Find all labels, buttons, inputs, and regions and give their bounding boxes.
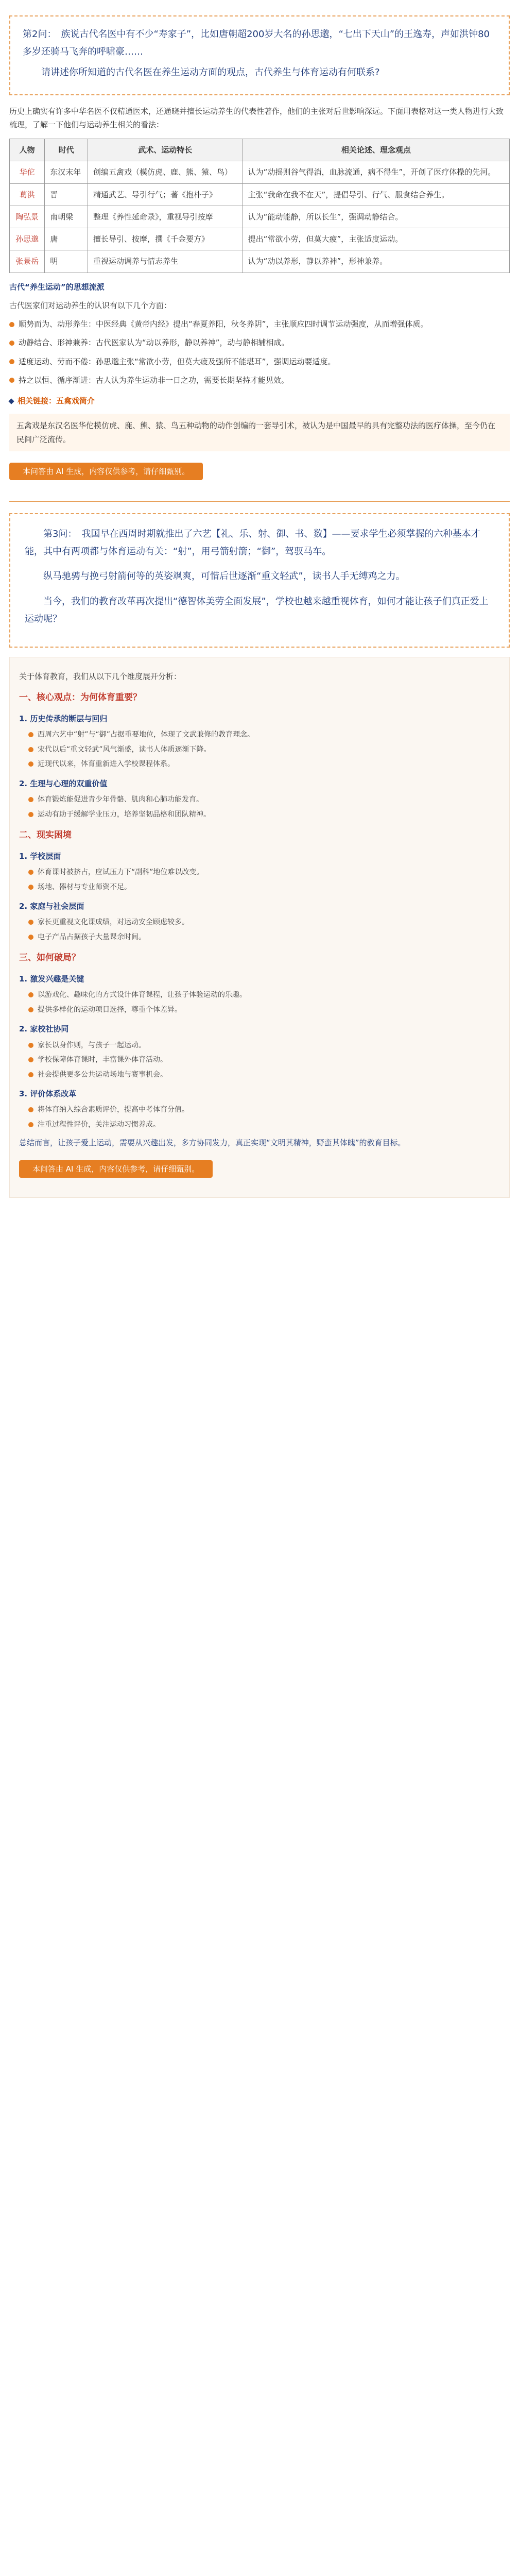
bullet-dot-icon <box>9 378 14 383</box>
table-cell: 孙思邈 <box>10 228 45 250</box>
outline-item <box>28 758 500 771</box>
paragraph-text: 动静结合、形神兼养：古代医家认为“动以养形，静以养神”，动与静相辅相成。 <box>19 338 289 348</box>
paragraph <box>9 336 510 349</box>
outline-item-text: 注重过程性评价，关注运动习惯养成。 <box>38 1120 160 1129</box>
bullet-dot-icon <box>28 935 33 940</box>
table-cell: 认为“动以养形，静以养神”，形神兼养。 <box>243 250 509 273</box>
table-cell: 认为“能动能静，所以长生”，强调动静结合。 <box>243 206 509 228</box>
bullet-dot-icon <box>28 747 33 752</box>
highlight-heading <box>9 394 510 408</box>
outline-h2: 1. 历史传承的断层与回归 <box>19 714 108 723</box>
outline-h2: 2. 家庭与社会层面 <box>19 902 84 911</box>
outline-item-text: 运动有助于缓解学业压力，培养坚韧品格和团队精神。 <box>38 810 211 819</box>
bullet-dot-icon <box>28 885 33 890</box>
table-row <box>10 183 510 206</box>
table-row <box>10 250 510 273</box>
outline-item-text: 以游戏化、趣味化的方式设计体育课程，让孩子体验运动的乐趣。 <box>38 991 247 999</box>
outline-h2: 2. 家校社协同 <box>19 1024 69 1034</box>
outline-item-text: 提供多样化的运动项目选择，尊重个体差异。 <box>38 1005 182 1014</box>
paragraph <box>9 374 510 387</box>
outline-item <box>28 808 500 821</box>
outline-h2: 3. 评价体系改革 <box>19 1089 77 1098</box>
outline-item <box>28 881 500 894</box>
outline-h2: 2. 生理与心理的双重价值 <box>19 778 108 788</box>
bullet-dot-icon <box>28 870 33 875</box>
table-cell: 南朝梁 <box>45 206 88 228</box>
bullet-dot-icon <box>9 359 14 364</box>
bullet-dot-icon <box>28 920 33 925</box>
table-cell: 提出“常欲小劳，但莫大疲”，主张适度运动。 <box>243 228 509 250</box>
outline-item <box>28 1039 500 1052</box>
question-box-2 <box>9 513 510 648</box>
outline-item-text: 学校保障体育课时，丰富课外体育活动。 <box>38 1056 167 1064</box>
table-cell: 东汉末年 <box>45 161 88 183</box>
table-cell: 精通武艺、导引行气；著《抱朴子》 <box>88 183 243 206</box>
outline-item-text: 体育课时被挤占，应试压力下“副科”地位难以改变。 <box>38 868 204 876</box>
bullet-dot-icon <box>28 812 33 817</box>
paragraph-text: 持之以恒、循序渐进：古人认为养生运动非一日之功，需要长期坚持才能见效。 <box>19 375 289 385</box>
table-cell: 创编五禽戏（模仿虎、鹿、熊、猿、鸟） <box>88 161 243 183</box>
table-cell: 认为“动摇则谷气得消，血脉流通，病不得生”，开创了医疗体操的先河。 <box>243 161 509 183</box>
outline-h1: 二、现实困境 <box>19 830 72 840</box>
bullet-dot-icon <box>28 761 33 767</box>
paragraph: 古代医家们对运动养生的认识有以下几个方面： <box>9 300 172 310</box>
table-cell: 晋 <box>45 183 88 206</box>
table-cell: 葛洪 <box>10 183 45 206</box>
outline-item <box>28 989 500 1002</box>
outline-item <box>28 1118 500 1131</box>
bullet-dot-icon <box>28 992 33 997</box>
question-box-1 <box>9 15 510 95</box>
paragraph <box>9 355 510 368</box>
diamond-icon <box>8 398 14 404</box>
table-cell: 主张“我命在我不在天”，提倡导引、行气、服食结合养生。 <box>243 183 509 206</box>
answer-outline <box>9 657 510 1198</box>
bullet-dot-icon <box>28 1122 33 1127</box>
outline-intro: 关于体育教育，我们从以下几个维度展开分析： <box>19 672 182 681</box>
table-header-row <box>10 139 510 161</box>
question-1-line-1: 第2问： 族说古代名医中有不少“寿家子”，比如唐朝超200岁大名的孙思邈，“七出下天山”的王逸寿，声如洪钟80多岁还骑马飞奔的呼啸豪…… <box>23 29 490 58</box>
paragraph-text: 顺势而为、动形养生：中医经典《黄帝内经》提出“春夏养阳，秋冬养阴”，主张顺应四时调节运动强度，从而增强体质。 <box>19 319 428 329</box>
note-box <box>9 414 510 451</box>
outline-item <box>28 793 500 806</box>
outline-h1: 一、核心观点：为何体育重要？ <box>19 692 142 703</box>
bullet-dot-icon <box>28 732 33 737</box>
outline-item-text: 近现代以来，体育重新进入学校课程体系。 <box>38 760 175 769</box>
outline-item-text: 西周六艺中“射”与“御”占据重要地位，体现了文武兼修的教育理念。 <box>38 731 255 739</box>
question-2-line-3: 当今，我们的教育改革再次提出“德智体美劳全面发展”，学校也越来越重视体育，如何才能让孩子们真正爱上运动呢？ <box>25 596 489 624</box>
question-2-line-2: 纵马驰骋与挽弓射箭何等的英姿飒爽，可惜后世逐渐“重文轻武”，读书人手无缚鸡之力。 <box>43 571 405 582</box>
table-header-cell: 人物 <box>10 139 45 161</box>
table-cell: 华佗 <box>10 161 45 183</box>
outline-item-text: 家长更重视文化课成绩，对运动安全顾虑较多。 <box>38 918 189 927</box>
table-cell: 重视运动调养与情志养生 <box>88 250 243 273</box>
bullet-dot-icon <box>28 1043 33 1048</box>
outline-item-text: 社会提供更多公共运动场地与赛事机会。 <box>38 1070 167 1079</box>
outline-item <box>28 743 500 756</box>
outline-section <box>19 690 500 821</box>
bullet-dot-icon <box>28 797 33 802</box>
outline-item-text: 宋代以后“重文轻武”风气渐盛，读书人体质逐渐下降。 <box>38 745 211 754</box>
table-cell: 张景岳 <box>10 250 45 273</box>
outline-item <box>28 1054 500 1066</box>
bullet-dot-icon <box>28 1057 33 1062</box>
outline-item <box>28 1069 500 1081</box>
outline-item <box>28 931 500 944</box>
outline-item <box>28 728 500 741</box>
paragraph-text: 适度运动、劳而不倦：孙思邈主张“常欲小劳，但莫大疲及强所不能堪耳”，强调运动要适度。 <box>19 357 336 366</box>
outline-item <box>28 866 500 879</box>
table-cell: 陶弘景 <box>10 206 45 228</box>
outline-item <box>28 916 500 929</box>
table-cell: 明 <box>45 250 88 273</box>
outline-item-text: 家长以身作则，与孩子一起运动。 <box>38 1041 146 1049</box>
outline-h1: 三、如何破局？ <box>19 953 80 963</box>
outline-conclusion: 总结而言，让孩子爱上运动，需要从兴趣出发，多方协同发力，真正实现“文明其精神，野蛮其体魄”的教育目标。 <box>19 1138 406 1148</box>
table-header-cell: 时代 <box>45 139 88 161</box>
intro-paragraph: 历史上确实有许多中华名医不仅精通医术，还通晓并擅长运动养生的代表性著作，他们的主张对后世影响深远。下面用表格对这一类人物进行大致梳理，了解一下他们与运动养生相关的看法： <box>9 106 504 129</box>
page <box>0 0 519 1218</box>
outline-section <box>19 951 500 1131</box>
question-1-line-2: 请讲述你所知道的古代名医在养生运动方面的观点，古代养生与体育运动有何联系? <box>41 67 380 78</box>
paragraph <box>9 317 510 331</box>
bullet-dot-icon <box>28 1007 33 1012</box>
table-row <box>10 161 510 183</box>
table-header-cell: 相关论述、理念观点 <box>243 139 509 161</box>
history-table <box>9 139 510 273</box>
question-2-line-1: 第3问： 我国早在西周时期就推出了六艺【礼、乐、射、御、书、数】——要求学生必须掌握的六种基本才能，其中有两项都与体育运动有关：“射”，用弓箭射箭；“御”，驾驭马车。 <box>25 529 480 557</box>
bullet-dot-icon <box>28 1107 33 1112</box>
outline-item-text: 场地、器材与专业师资不足。 <box>38 883 131 891</box>
table-row <box>10 228 510 250</box>
section-title: 古代“养生运动”的思想流派 <box>9 282 105 292</box>
bullet-dot-icon <box>9 322 14 327</box>
bullet-dot-icon <box>9 341 14 346</box>
table-cell: 唐 <box>45 228 88 250</box>
outline-h2: 1. 学校层面 <box>19 851 61 861</box>
outline-item-text: 电子产品占据孩子大量课余时间。 <box>38 933 146 941</box>
divider <box>9 501 510 502</box>
note-text: 五禽戏是东汉名医华佗模仿虎、鹿、熊、猿、鸟五种动物的动作创编的一套导引术，被认为是中国最早的具有完整功法的医疗体操，至今仍在民间广泛流传。 <box>16 421 496 444</box>
highlight-heading-text: 相关链接：五禽戏简介 <box>18 396 95 406</box>
outline-item-text: 将体育纳入综合素质评价，提高中考体育分值。 <box>38 1106 189 1114</box>
table-header-cell: 武术、运动特长 <box>88 139 243 161</box>
table-cell: 整理《养性延命录》，重视导引按摩 <box>88 206 243 228</box>
table-cell: 擅长导引、按摩，撰《千金要方》 <box>88 228 243 250</box>
outline-item <box>28 1004 500 1016</box>
ai-disclaimer-button[interactable]: 本问答由 AI 生成，内容仅供参考，请仔细甄别。 <box>9 463 203 480</box>
ai-disclaimer-button[interactable]: 本问答由 AI 生成，内容仅供参考，请仔细甄别。 <box>19 1160 213 1178</box>
outline-item <box>28 1104 500 1116</box>
table-row <box>10 206 510 228</box>
bullet-dot-icon <box>28 1072 33 1077</box>
outline-item-text: 体育锻炼能促进青少年骨骼、肌肉和心肺功能发育。 <box>38 795 203 804</box>
outline-section <box>19 828 500 943</box>
outline-h2: 1. 激发兴趣是关键 <box>19 974 84 984</box>
